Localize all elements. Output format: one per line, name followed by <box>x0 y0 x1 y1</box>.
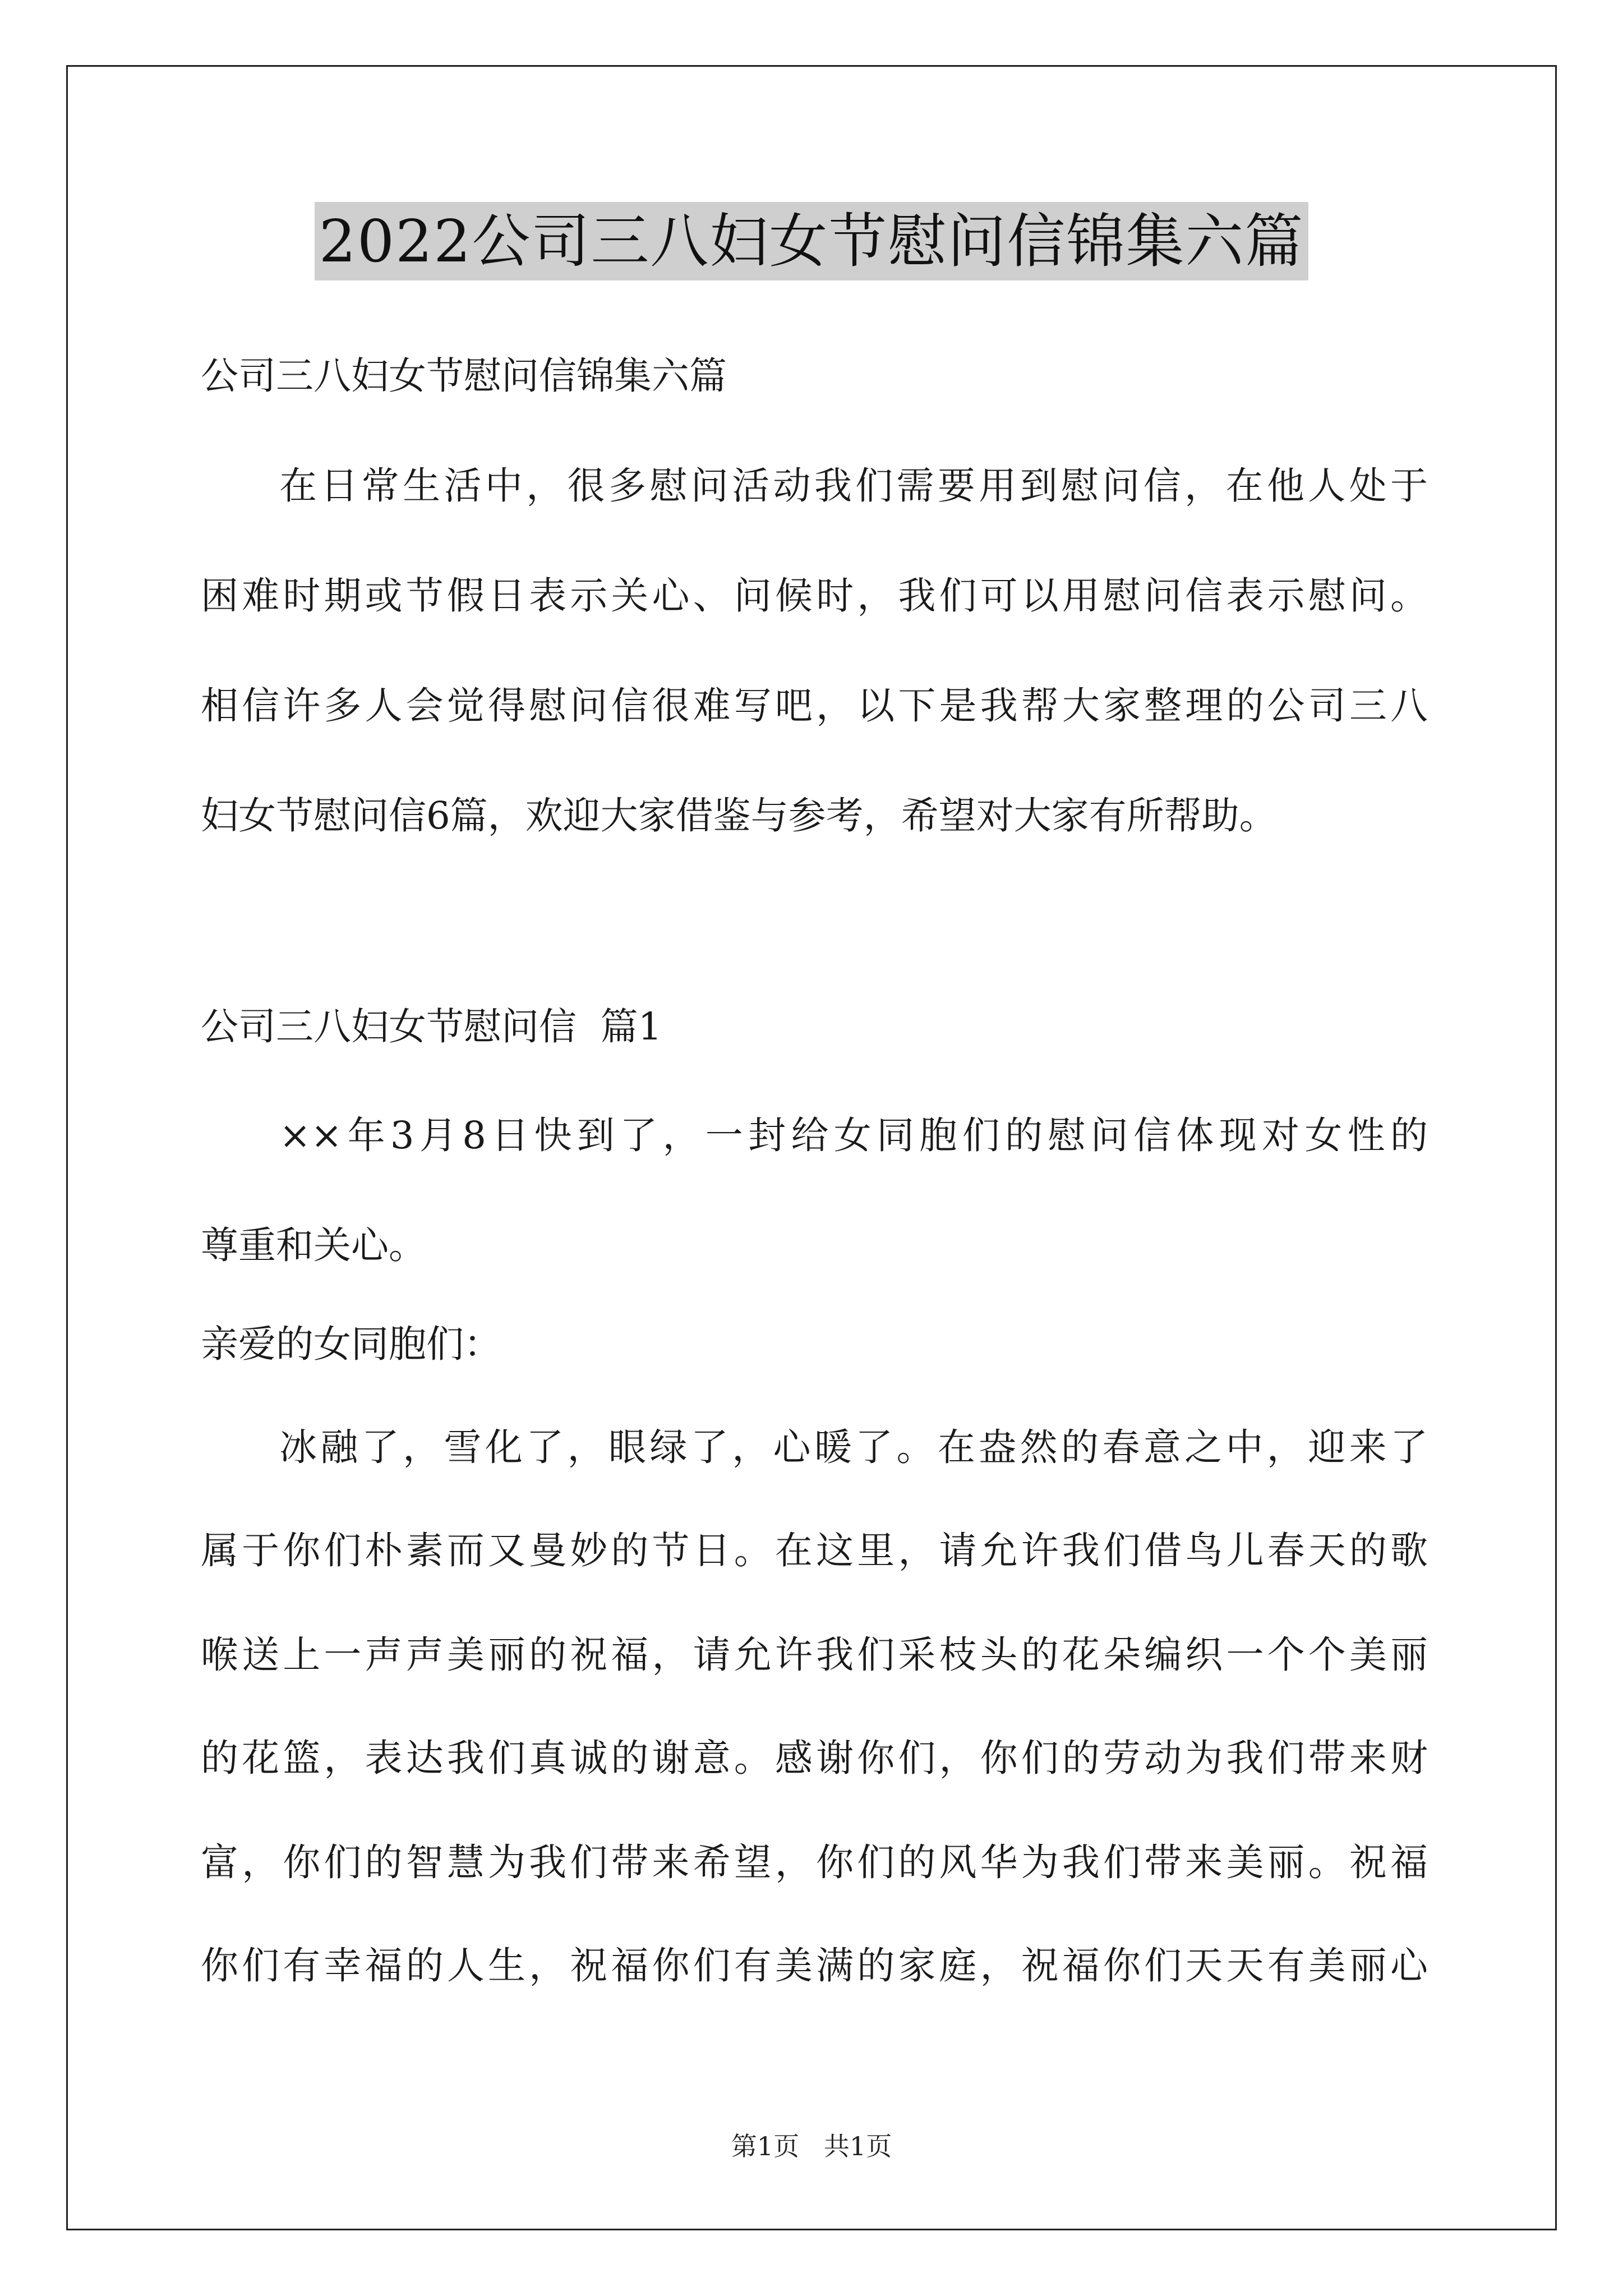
section-intro-line: 尊重和关心。 <box>201 1223 426 1267</box>
body-line: 富，你们的智慧为我们带来希望，你们的风华为我们带来美丽。祝福 <box>201 1841 1428 1884</box>
section-intro-line: ××年3月8日快到了，一封给女同胞们的慰问信体现对女性的 <box>279 1114 1428 1157</box>
body-line: 的花篮，表达我们真诚的谢意。感谢你们，你们的劳动为我们带来财 <box>201 1736 1428 1780</box>
body-line: 喉送上一声声美丽的祝福，请允许我们采枝头的花朵编织一个个美丽 <box>201 1633 1428 1677</box>
subtitle: 公司三八妇女节慰问信锦集六篇 <box>201 354 727 398</box>
salutation: 亲爱的女同胞们： <box>201 1322 501 1366</box>
intro-line: 困难时期或节假日表示关心、问候时，我们可以用慰问信表示慰问。 <box>201 574 1428 618</box>
intro-line: 相信许多人会觉得慰问信很难写吧，以下是我帮大家整理的公司三八 <box>201 684 1428 728</box>
intro-line: 妇女节慰问信6篇，欢迎大家借鉴与参考，希望对大家有所帮助。 <box>201 794 1277 838</box>
intro-line: 在日常生活中，很多慰问活动我们需要用到慰问信，在他人处于 <box>279 464 1428 508</box>
body-line: 属于你们朴素而又曼妙的节日。在这里，请允许我们借鸟儿春天的歌 <box>201 1529 1428 1572</box>
body-line: 冰融了，雪化了，眼绿了，心暖了。在盎然的春意之中，迎来了 <box>279 1425 1428 1469</box>
document-title <box>0 202 1623 286</box>
page-footer: 第1页 共1页 <box>731 2131 892 2161</box>
section-heading: 公司三八妇女节慰问信 篇1 <box>201 1005 662 1048</box>
document-title-text: 2022公司三八妇女节慰问信锦集六篇 <box>315 202 1309 280</box>
body-line: 你们有幸福的人生，祝福你们有美满的家庭，祝福你们天天有美丽心 <box>201 1944 1428 1987</box>
